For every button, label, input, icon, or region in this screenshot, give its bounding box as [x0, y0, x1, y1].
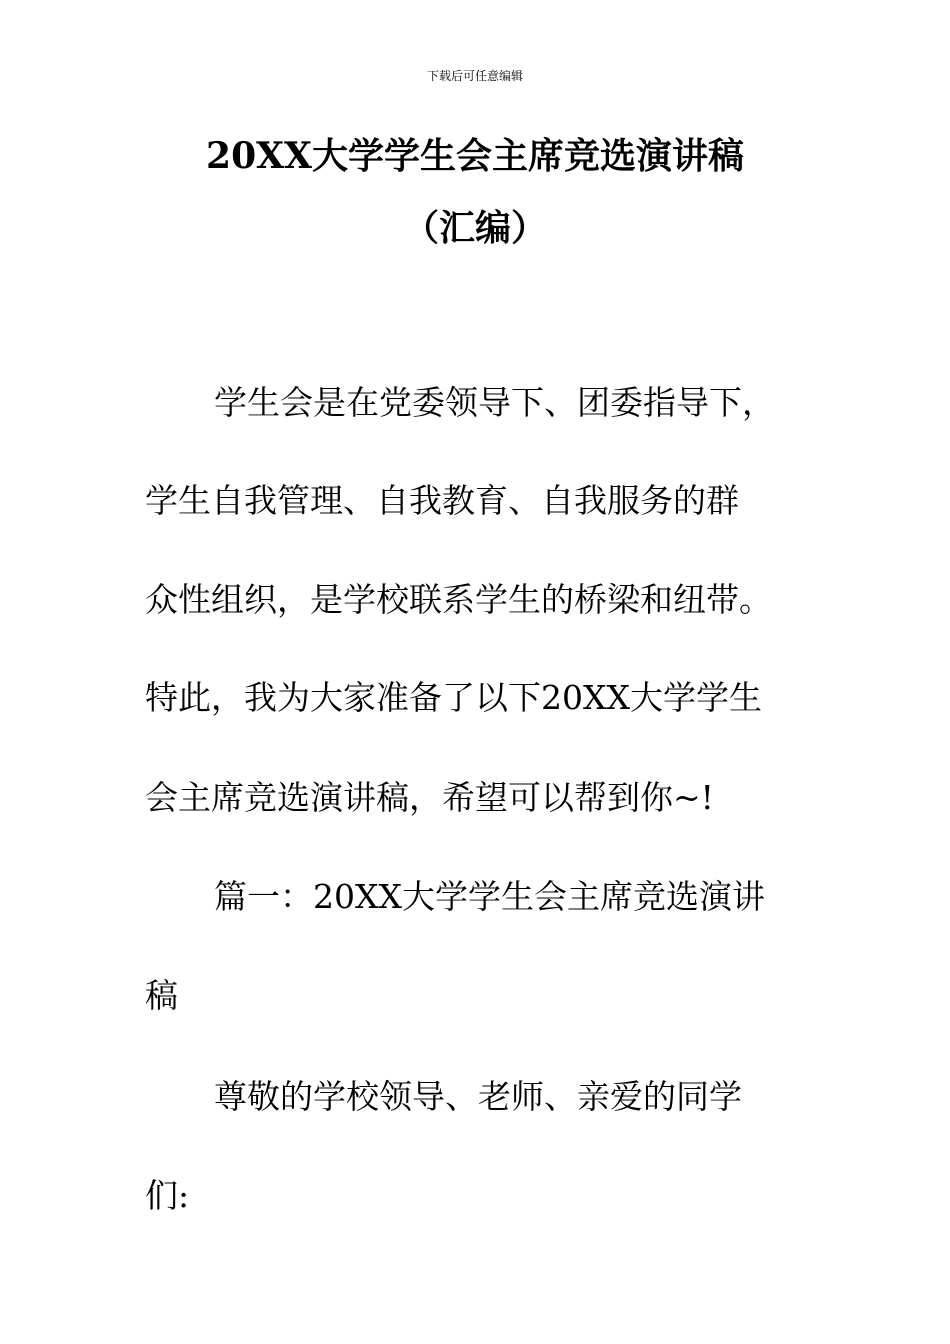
body-line: 众性组织，是学校联系学生的桥梁和纽带。 [145, 580, 772, 619]
body-line: 会主席竞选演讲稿，希望可以帮到你~! [145, 778, 714, 817]
body-line: 学生自我管理、自我教育、自我服务的群 [145, 481, 739, 520]
download-note: 下载后可任意编辑 [426, 69, 523, 83]
document-title-line-1: 20XX大学学生会主席竞选演讲稿 [206, 135, 744, 177]
body-line: 特此，我为大家准备了以下20XX大学学生 [145, 678, 762, 717]
document-title-line-2: （汇编） [402, 207, 547, 249]
section-heading: 篇一：20XX大学学生会主席竞选演讲 [214, 877, 765, 916]
salutation-line-continued: 们: [145, 1176, 190, 1215]
salutation-line: 尊敬的学校领导、老师、亲爱的同学 [214, 1077, 742, 1116]
section-heading-continued: 稿 [145, 976, 178, 1015]
body-line: 学生会是在党委领导下、团委指导下， [214, 383, 775, 422]
